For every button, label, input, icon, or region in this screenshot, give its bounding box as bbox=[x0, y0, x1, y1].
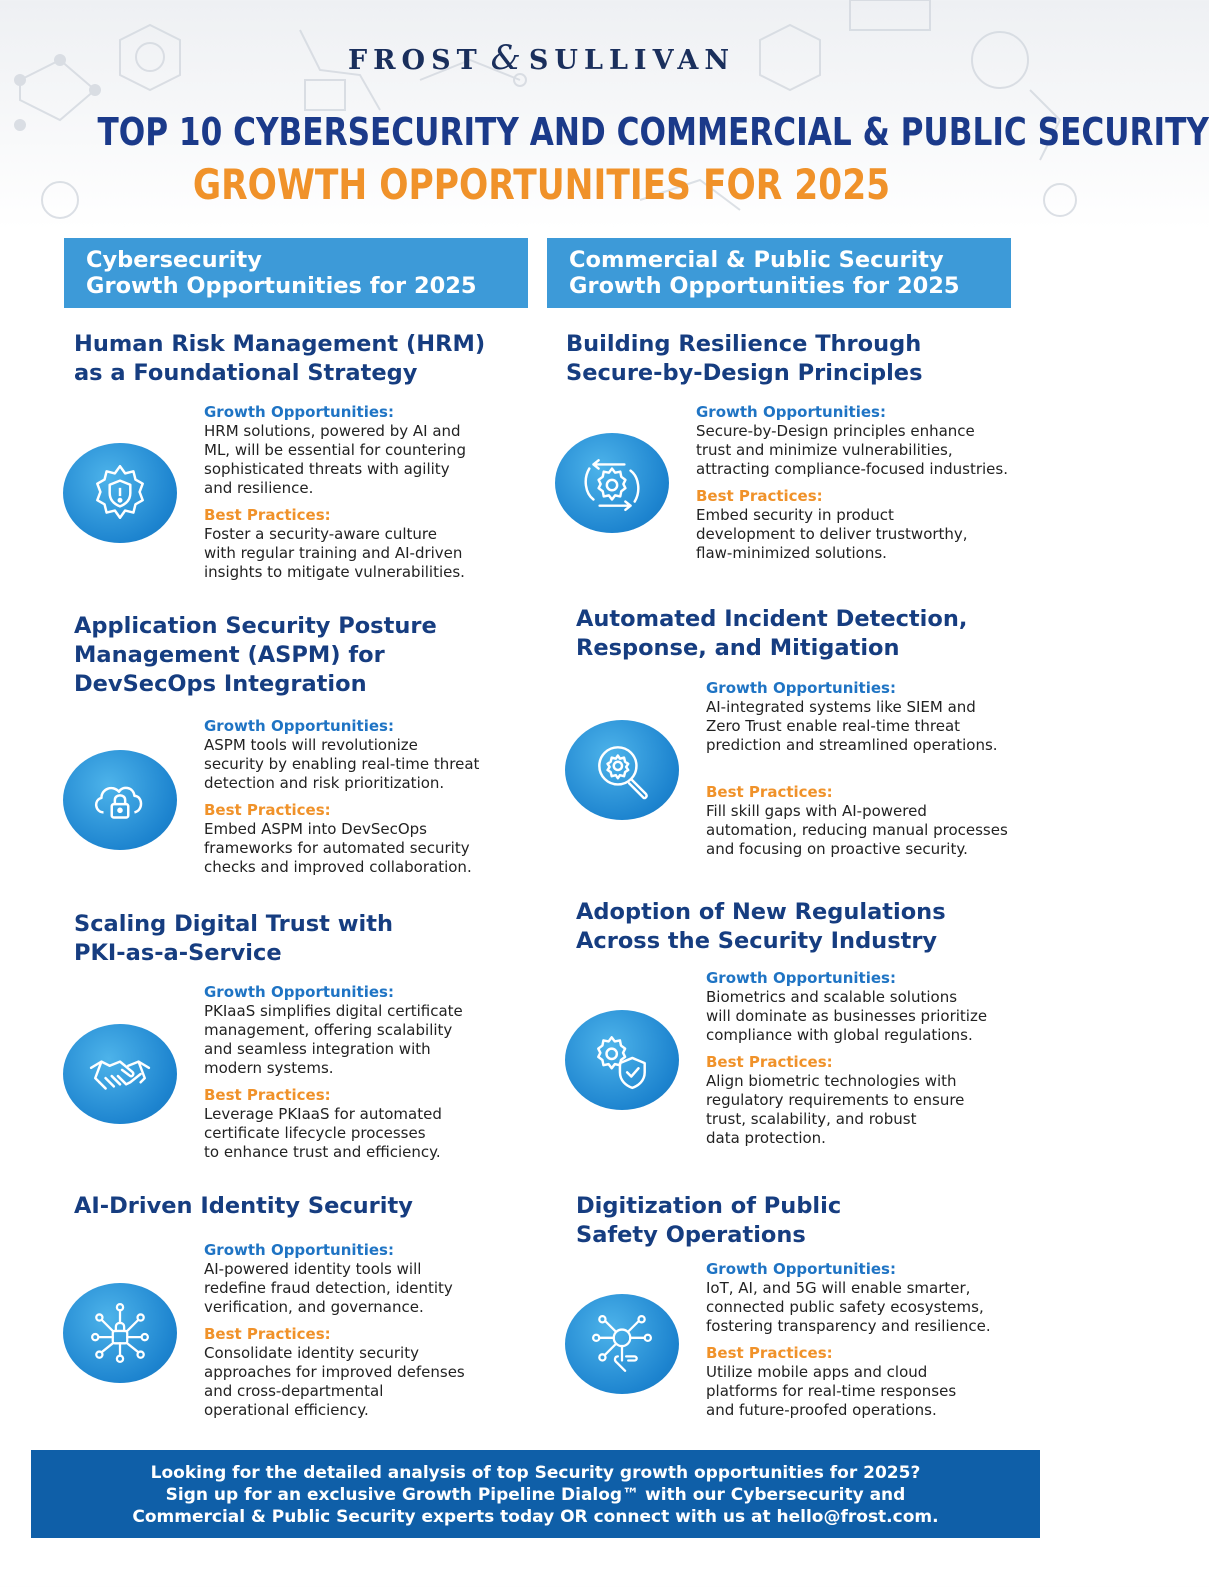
gear-shield-icon bbox=[63, 443, 177, 543]
item-title: Human Risk Management (HRM) as a Foundational Strategy bbox=[74, 331, 486, 386]
item-title: AI-Driven Identity Security bbox=[74, 1193, 413, 1219]
item-details: Growth Opportunities: Secure-by-Design principles enhance trust and minimize vulnerabilities, attracting compliance-focused industries. Best Practices: Embed security in product development to deliver trustworthy, flaw-minimized solutions. bbox=[696, 403, 1008, 562]
hand-network-icon bbox=[565, 1294, 679, 1394]
item-details: Growth Opportunities: AI-integrated systems like SIEM and Zero Trust enable real-time threat prediction and streamlined operations. Best Practices: Fill skill gaps with AI-powered automation, reducing manual processes and focusing on proactive security. bbox=[706, 679, 1008, 858]
page-subtitle: GROWTH OPPORTUNITIES FOR 2025 bbox=[192, 160, 891, 209]
item-details: Growth Opportunities: PKIaaS simplifies digital certificate management, offering scalability and seamless integration with modern systems. Best Practices: Leverage PKIaaS for automated certificate lifecycle processes to enhance trust and efficiency. bbox=[204, 983, 463, 1161]
gear-search-icon bbox=[565, 720, 679, 820]
cloud-lock-icon bbox=[63, 750, 177, 850]
footer-cta-banner bbox=[31, 1450, 1040, 1538]
item-title: Digitization of Public Safety Operations bbox=[576, 1193, 842, 1248]
gears-shield-icon bbox=[565, 1010, 679, 1110]
handshake-icon bbox=[63, 1024, 177, 1124]
footer-line: Looking for the detailed analysis of top Security growth opportunities for 2025? bbox=[150, 1463, 921, 1483]
page-title: TOP 10 CYBERSECURITY AND COMMERCIAL & PUBLIC SECURITY bbox=[97, 110, 1209, 154]
column-header-commercial-public: Commercial & Public Security Growth Opportunities for 2025 bbox=[547, 238, 1011, 308]
item-details: Growth Opportunities: ASPM tools will revolutionize security by enabling real-time threat detection and risk prioritization. Best Practices: Embed ASPM into DevSecOps frameworks for automated security checks and improved collaboration. bbox=[204, 717, 480, 876]
item-title: Adoption of New Regulations Across the Security Industry bbox=[576, 899, 946, 954]
gear-cycle-icon bbox=[555, 433, 669, 533]
item-title: Scaling Digital Trust with PKI-as-a-Service bbox=[74, 911, 394, 966]
brand-logo: FROST & SULLIVAN bbox=[347, 38, 736, 78]
item-details: Growth Opportunities: HRM solutions, powered by AI and ML, will be essential for countering sophisticated threats with agility and resilience. Best Practices: Foster a security-aware culture with regular training and AI-driven insights to mitigate vulnerabilities. bbox=[204, 403, 466, 581]
item-title: Automated Incident Detection, Response, and Mitigation bbox=[576, 606, 968, 661]
footer-line: Sign up for an exclusive Growth Pipeline Dialog™ with our Cybersecurity and bbox=[165, 1485, 906, 1505]
item-title: Building Resilience Through Secure-by-Design Principles bbox=[566, 331, 923, 386]
column-header-cybersecurity: Cybersecurity Growth Opportunities for 2025 bbox=[64, 238, 528, 308]
footer-contact-link[interactable]: Commercial & Public Security experts today OR connect with us at hello@frost.com. bbox=[132, 1507, 939, 1527]
item-title: Application Security Posture Management (ASPM) for DevSecOps Integration bbox=[74, 613, 437, 697]
network-lock-icon bbox=[63, 1283, 177, 1383]
item-details: Growth Opportunities: IoT, AI, and 5G will enable smarter, connected public safety ecosystems, fostering transparency and resilience. Best Practices: Utilize mobile apps and cloud platforms for real-time responses and future-proofed operations. bbox=[706, 1260, 991, 1419]
item-details: Growth Opportunities: Biometrics and scalable solutions will dominate as businesses prioritize compliance with global regulations. Best Practices: Align biometric technologies with regulatory requirements to ensure trust, scalability, and robust data protection. bbox=[706, 969, 988, 1147]
item-details: Growth Opportunities: AI-powered identity tools will redefine fraud detection, identity verification, and governance. Best Practices: Consolidate identity security approaches for improved defenses and cross-departmental operational efficiency. bbox=[204, 1241, 465, 1419]
